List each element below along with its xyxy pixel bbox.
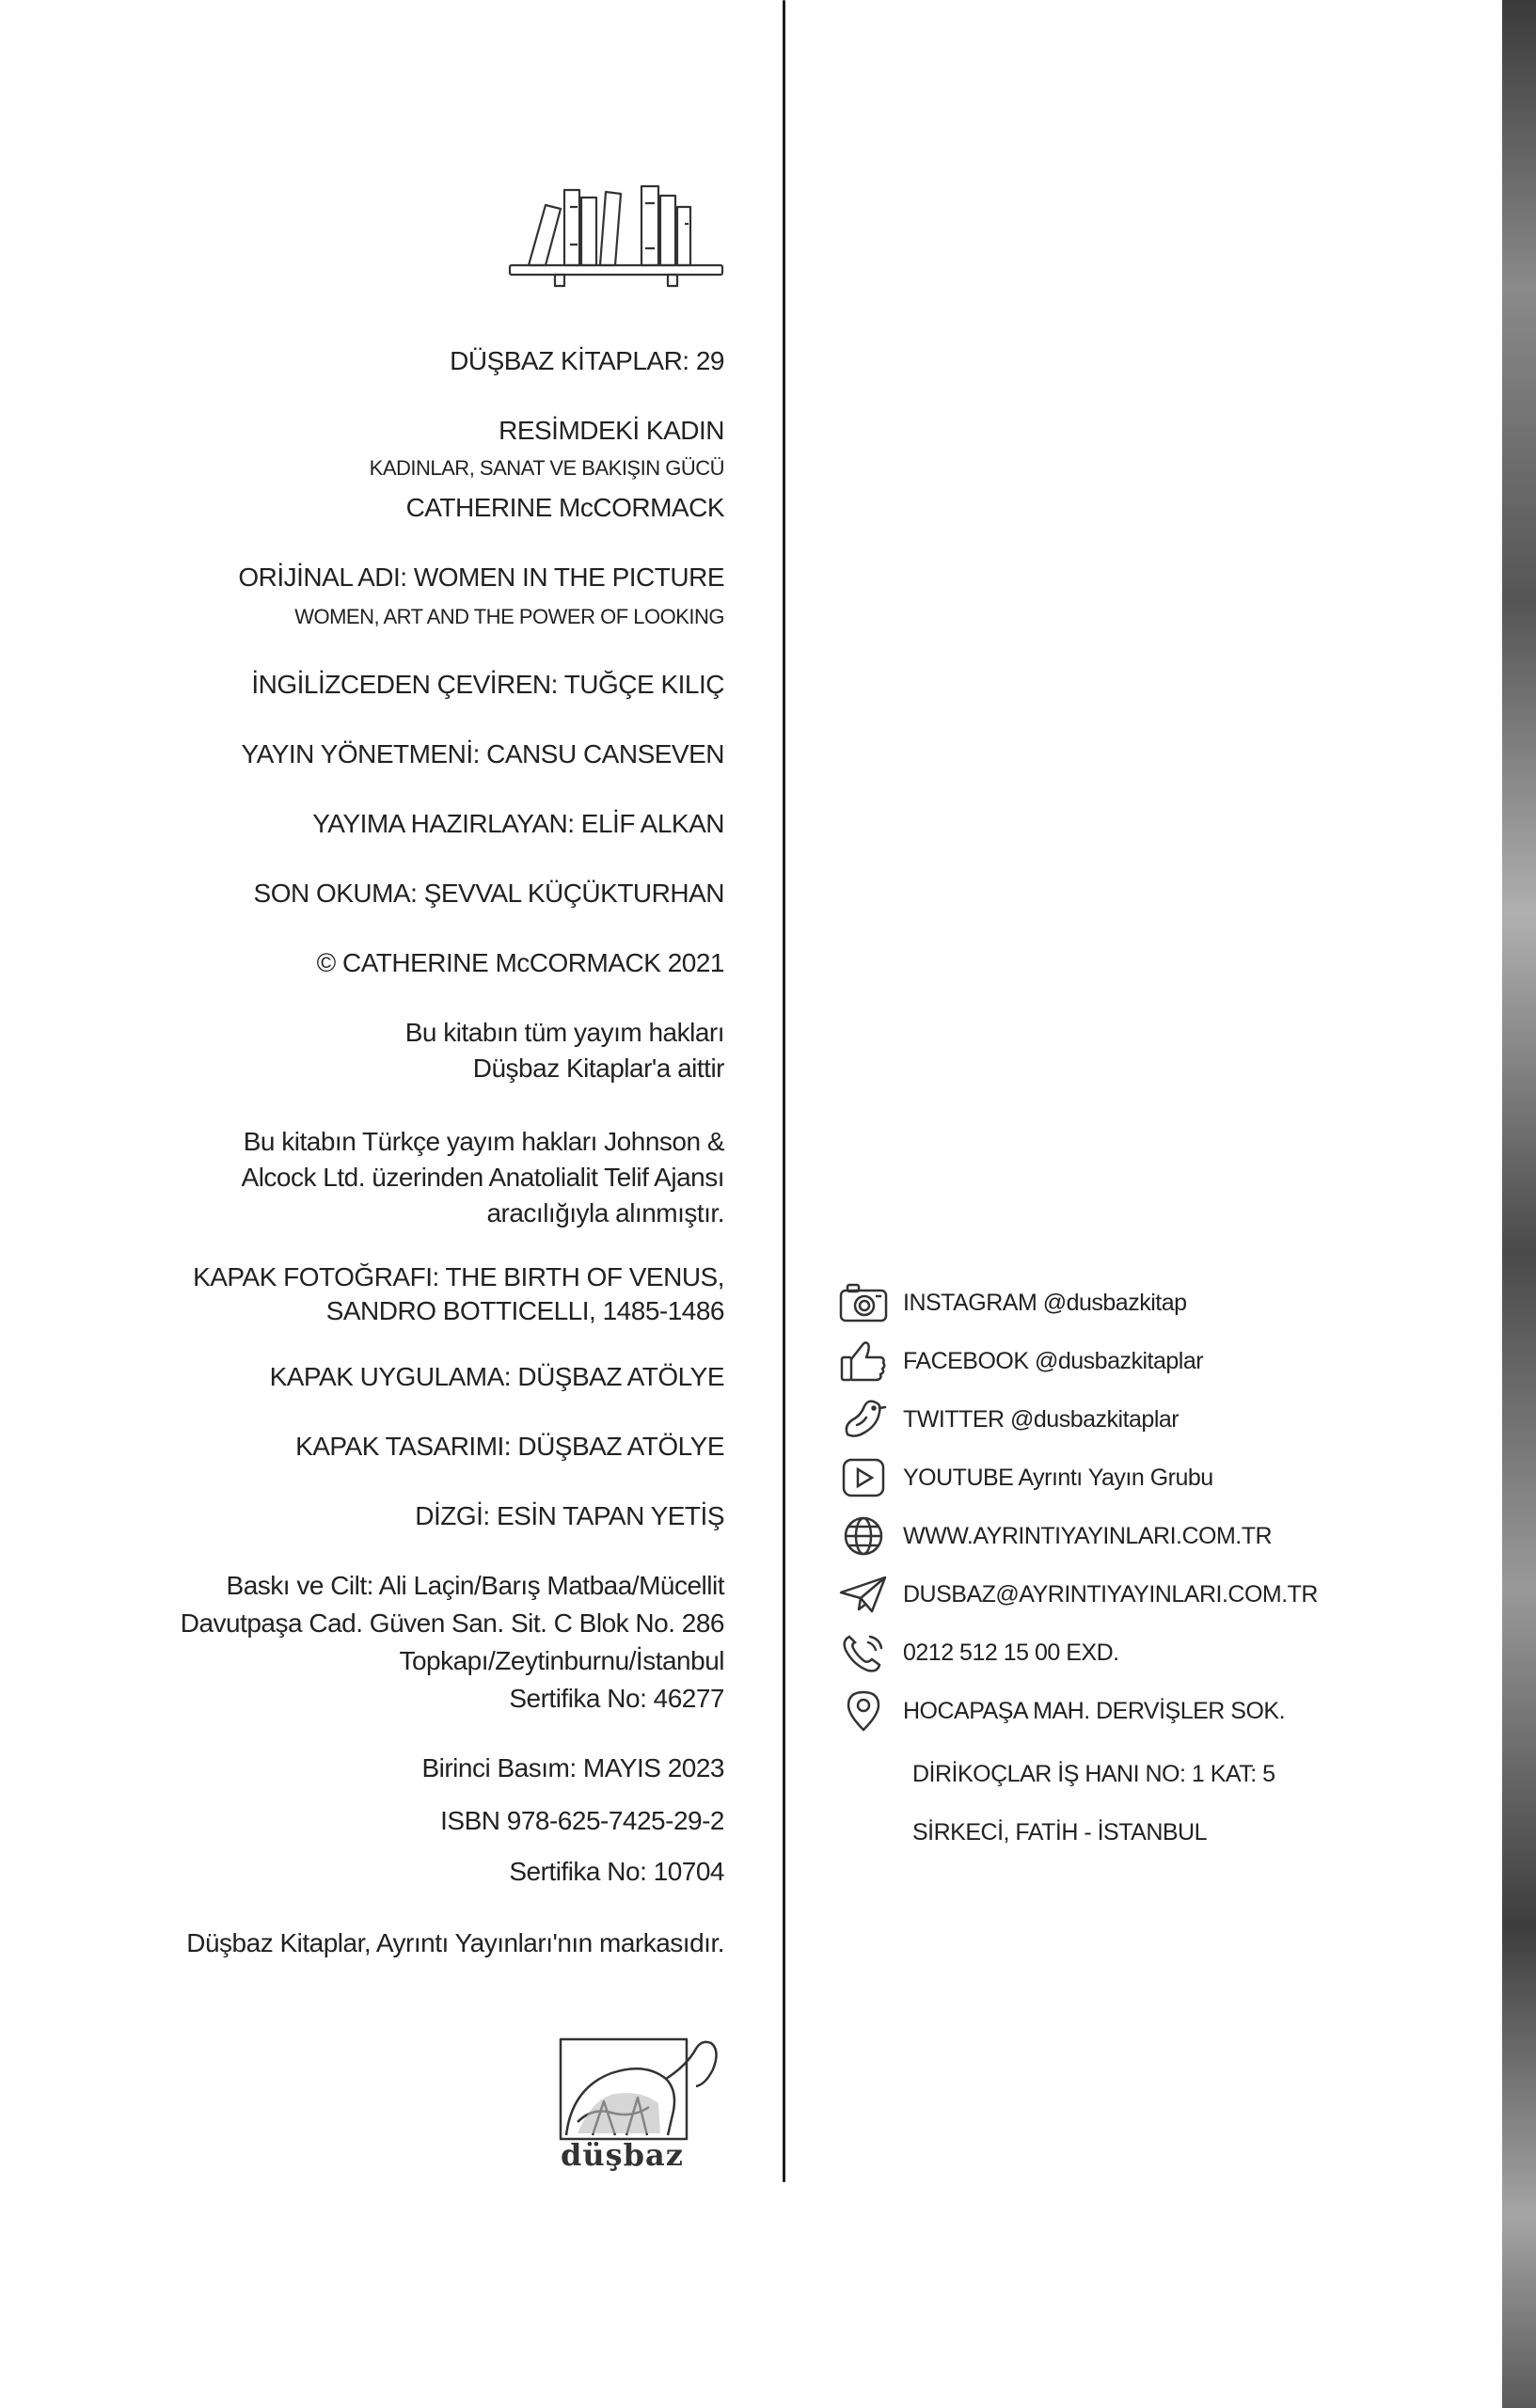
instagram-handle: INSTAGRAM @dusbazkitap — [903, 1289, 1187, 1316]
rights-line-2: Düşbaz Kitaplar'a aittir — [472, 1054, 724, 1083]
director-line: YAYIN YÖNETMENİ: CANSU CANSEVEN — [241, 739, 724, 768]
book-title: RESİMDEKİ KADIN — [499, 416, 724, 445]
page-divider — [783, 0, 785, 2182]
instagram-row — [837, 1279, 1187, 1326]
turkish-rights-line-2: Alcock Ltd. üzerinden Anatolialit Telif Ajansı — [241, 1163, 724, 1192]
twitter-handle: TWITTER @dusbazkitaplar — [903, 1405, 1180, 1433]
cover-application-line: KAPAK UYGULAMA: DÜŞBAZ ATÖLYE — [269, 1362, 724, 1391]
brand-note-line: Düşbaz Kitaplar, Ayrıntı Yayınları'nın markasıdır. — [186, 1928, 724, 1957]
location-pin-icon — [837, 1688, 890, 1734]
original-title: ORİJİNAL ADI: WOMEN IN THE PICTURE — [238, 562, 724, 592]
series-line: DÜŞBAZ KİTAPLAR: 29 — [450, 346, 724, 375]
certificate-line: Sertifika No: 10704 — [509, 1857, 724, 1886]
book-subtitle: KADINLAR, SANAT VE BAKIŞIN GÜCÜ — [369, 456, 724, 480]
proofreader-line: SON OKUMA: ŞEVVAL KÜÇÜKTURHAN — [253, 879, 724, 908]
imprint-column — [169, 0, 724, 2069]
email-row — [837, 1571, 1318, 1618]
isbn-line: ISBN 978-625-7425-29-2 — [440, 1806, 724, 1835]
cover-photo-line-2: SANDRO BOTTICELLI, 1485-1486 — [325, 1296, 724, 1325]
print-line-4: Sertifika No: 46277 — [509, 1684, 724, 1713]
author-name: CATHERINE McCORMACK — [405, 493, 724, 522]
play-icon — [837, 1455, 890, 1500]
email-address: DUSBAZ@AYRINTIYAYINLARI.COM.TR — [903, 1580, 1318, 1608]
camera-icon — [837, 1280, 890, 1325]
address-row — [837, 1687, 1285, 1735]
cover-design-line: KAPAK TASARIMI: DÜŞBAZ ATÖLYE — [295, 1432, 724, 1461]
phone-icon — [837, 1630, 890, 1675]
twitter-row — [837, 1396, 1179, 1443]
translator-line: İNGİLİZCEDEN ÇEVİREN: TUĞÇE KILIÇ — [251, 670, 724, 699]
print-line-3: Topkapı/Zeytinburnu/İstanbul — [399, 1646, 724, 1675]
globe-icon — [837, 1513, 890, 1559]
copyright-line: © CATHERINE McCORMACK 2021 — [316, 948, 724, 977]
print-line-2: Davutpaşa Cad. Güven San. Sit. C Blok No. 286 — [180, 1608, 724, 1638]
address-line-3: SİRKECİ, FATİH - İSTANBUL — [912, 1819, 1208, 1846]
website-url: WWW.AYRINTIYAYINLARI.COM.TR — [903, 1522, 1273, 1549]
editor-line: YAYIMA HAZIRLAYAN: ELİF ALKAN — [312, 809, 724, 838]
phone-row — [837, 1629, 1119, 1676]
cover-photo-line-1: KAPAK FOTOĞRAFI: THE BIRTH OF VENUS, — [193, 1262, 724, 1291]
turkish-rights-line-3: aracılığıyla alınmıştır. — [486, 1198, 724, 1228]
website-row — [837, 1513, 1272, 1560]
typesetting-line: DİZGİ: ESİN TAPAN YETİŞ — [415, 1501, 724, 1530]
youtube-channel: YOUTUBE Ayrıntı Yayın Grubu — [903, 1464, 1213, 1491]
print-line-1: Baskı ve Cilt: Ali Laçin/Barış Matbaa/Mücellit — [226, 1571, 724, 1600]
original-subtitle: WOMEN, ART AND THE POWER OF LOOKING — [294, 605, 724, 628]
phone-number: 0212 512 15 00 EXD. — [903, 1639, 1119, 1666]
facebook-row — [837, 1338, 1203, 1385]
address-line-2: DİRİKOÇLAR İŞ HANI NO: 1 KAT: 5 — [912, 1761, 1275, 1787]
bird-icon — [837, 1397, 890, 1442]
turkish-rights-line-1: Bu kitabın Türkçe yayım hakları Johnson & — [243, 1127, 724, 1156]
dusbaz-logo-text: düşbaz — [561, 2137, 684, 2173]
rights-line-1: Bu kitabın tüm yayım hakları — [404, 1018, 724, 1047]
facebook-handle: FACEBOOK @dusbazkitaplar — [903, 1347, 1204, 1374]
first-print-line: Birinci Basım: MAYIS 2023 — [421, 1753, 724, 1782]
cover-edge-strip — [1502, 0, 1536, 2408]
thumbs-up-icon — [837, 1339, 890, 1384]
paper-plane-icon — [837, 1572, 890, 1617]
youtube-row — [837, 1454, 1213, 1501]
contact-block — [837, 1279, 1318, 1881]
address-line-1: HOCAPAŞA MAH. DERVİŞLER SOK. — [903, 1697, 1286, 1724]
